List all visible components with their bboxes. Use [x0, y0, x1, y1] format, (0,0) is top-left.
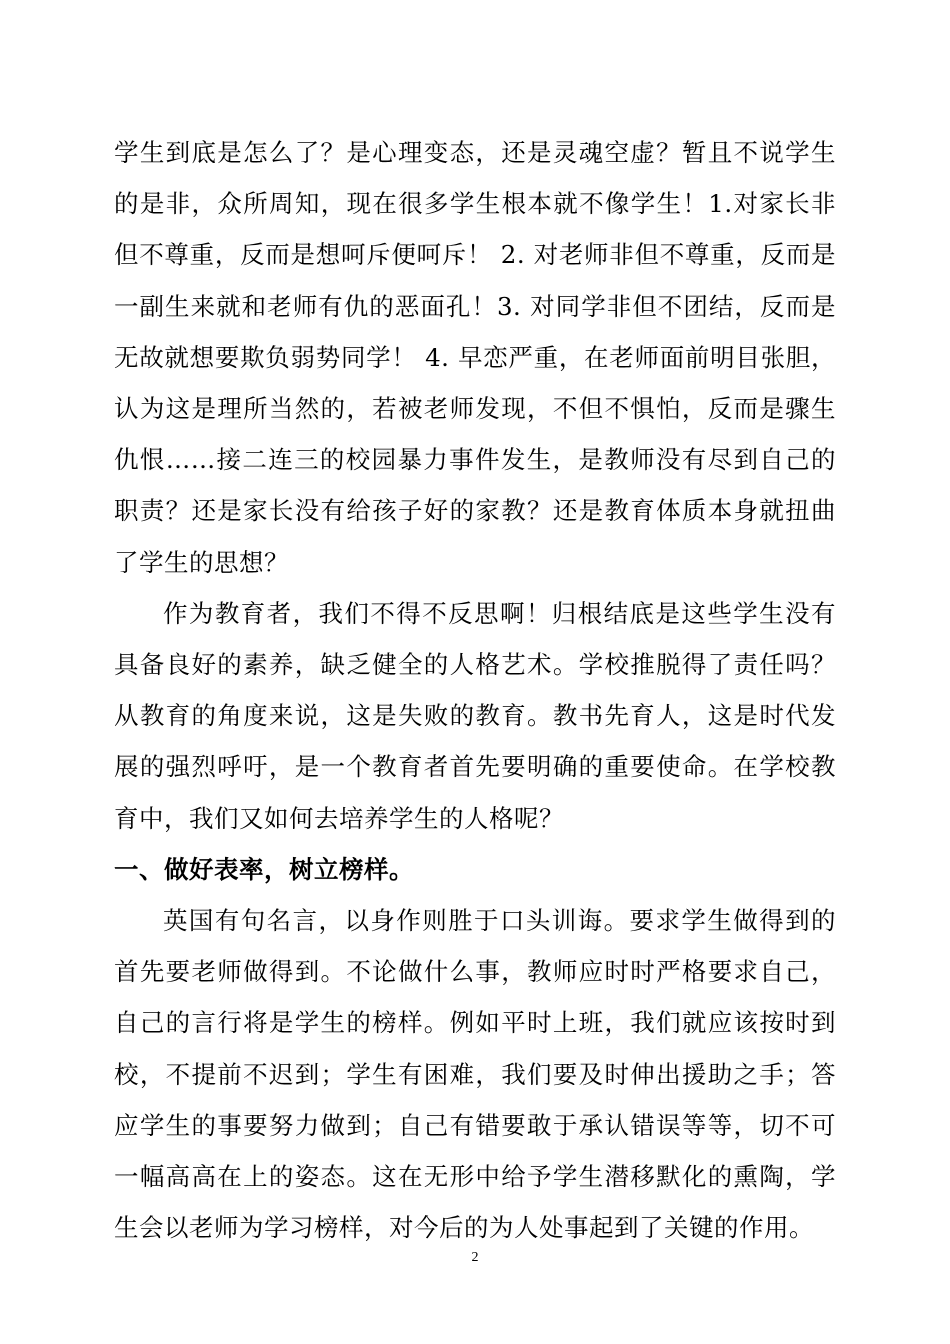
- page-number: 2: [471, 1250, 479, 1265]
- body-paragraph-3: 英国有句名言，以身作则胜于口头训诲。要求学生做得到的首先要老师做得到。不论做什么事，教师应时时严格要求自己，自己的言行将是学生的榜样。例如平时上班，我们就应该按时到校，不提前不迟到；学生有困难，我们要及时伸出援助之手；答应学生的事要努力做到；自己有错要敢于承认错误等等，切不可一幅高高在上的姿态。这在无形中给予学生潜移默化的熏陶，学生会以老师为学习榜样，对今后的为人处事起到了关键的作用。: [114, 906, 836, 1243]
- body-paragraph-2: 作为教育者，我们不得不反思啊！归根结底是这些学生没有具备良好的素养，缺乏健全的人格艺术。学校推脱得了责任吗？从教育的角度来说，这是失败的教育。教书先育人，这是时代发展的强烈呼吁，是一个教育者首先要明确的重要使命。在学校教育中，我们又如何去培养学生的人格呢？: [114, 598, 836, 833]
- body-paragraph-1: 学生到底是怎么了？是心理变态，还是灵魂空虚？暂且不说学生的是非，众所周知，现在很多学生根本就不像学生！1.对家长非但不尊重，反而是想呵斥便呵斥！ 2. 对老师非但不尊重，反而是一副生来就和老师有仇的恶面孔！3. 对同学非但不团结，反而是无故就想要欺负弱势同学！ 4. 早恋严重，在老师面前明目张胆，认为这是理所当然的，若被老师发现，不但不惧怕，反而是骤生仇恨……接二连三的校园暴力事件发生，是教师没有尽到自己的职责？还是家长没有给孩子好的家教？还是教育体质本身就扭曲了学生的思想？: [114, 138, 836, 577]
- section-heading: 一、做好表率，树立榜样。: [114, 854, 414, 884]
- document-body: [114, 127, 836, 1253]
